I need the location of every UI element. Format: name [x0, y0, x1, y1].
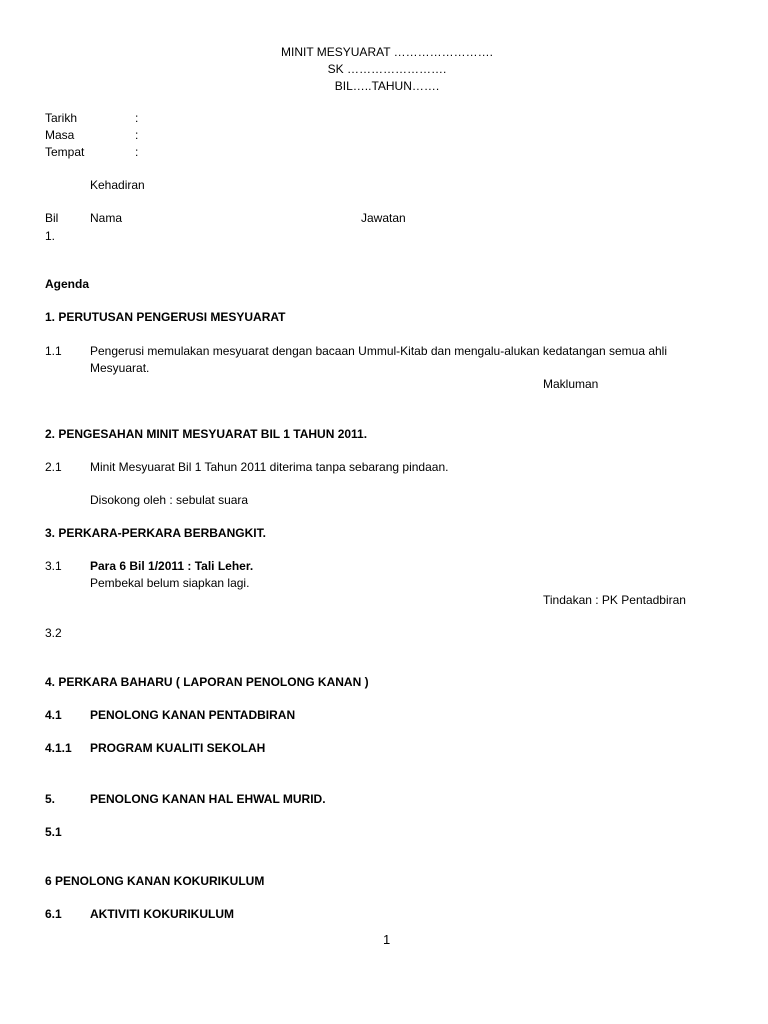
section5-number: 5. [45, 792, 56, 806]
attendance-row1-no: 1. [45, 229, 56, 243]
item-2-1-seconded: Disokong oleh : sebulat suara [90, 493, 249, 507]
attendance-col-name: Nama [90, 211, 123, 225]
item-2-1-text: Minit Mesyuarat Bil 1 Tahun 2011 diterima tanpa sebarang pindaan. [90, 460, 449, 474]
item-4-1-1-number: 4.1.1 [45, 741, 72, 755]
item-4-1-1-title: PROGRAM KUALITI SEKOLAH [90, 741, 266, 755]
item-1-1-number: 1.1 [45, 344, 62, 358]
item-3-1-text: Pembekal belum siapkan lagi. [90, 576, 250, 590]
item-2-1-number: 2.1 [45, 460, 62, 474]
item-3-1-title: Para 6 Bil 1/2011 : Tali Leher. [90, 559, 254, 573]
section6-title: 6 PENOLONG KANAN KOKURIKULUM [45, 874, 265, 888]
place-label: Tempat [45, 145, 85, 159]
item-4-1-title: PENOLONG KANAN PENTADBIRAN [90, 708, 296, 722]
attendance-col-position: Jawatan [361, 211, 406, 225]
section4-title: 4. PERKARA BAHARU ( LAPORAN PENOLONG KANAN ) [45, 675, 369, 689]
item-1-1-note: Makluman [543, 377, 599, 391]
agenda-heading: Agenda [45, 277, 90, 291]
attendance-col-no: Bil [45, 211, 59, 225]
time-colon: : [135, 128, 139, 142]
section5-title: PENOLONG KANAN HAL EHWAL MURID. [90, 792, 326, 806]
section1-title: 1. PERUTUSAN PENGERUSI MESYUARAT [45, 310, 286, 324]
time-label: Masa [45, 128, 75, 142]
attendance-heading: Kehadiran [90, 178, 145, 192]
item-6-1-number: 6.1 [45, 907, 62, 921]
section2-title: 2. PENGESAHAN MINIT MESYUARAT BIL 1 TAHUN 2011. [45, 427, 368, 441]
item-5-1-number: 5.1 [45, 825, 62, 839]
doc-title-line1: MINIT MESYUARAT ……………………. [280, 45, 493, 59]
item-3-2-number: 3.2 [45, 626, 62, 640]
item-1-1-text-line2: Mesyuarat. [90, 361, 150, 375]
doc-title-line2: SK ……………………. [327, 62, 447, 76]
place-colon: : [135, 145, 139, 159]
date-colon: : [135, 111, 139, 125]
item-3-1-action: Tindakan : PK Pentadbiran [543, 593, 686, 607]
item-4-1-number: 4.1 [45, 708, 62, 722]
item-6-1-title: AKTIVITI KOKURIKULUM [90, 907, 234, 921]
item-1-1-text-line1: Pengerusi memulakan mesyuarat dengan bacaan Ummul-Kitab dan mengalu-alukan kedatangan semua ahli [90, 344, 668, 358]
item-3-1-number: 3.1 [45, 559, 62, 573]
doc-title-line3: BIL…..TAHUN……. [334, 79, 440, 93]
date-label: Tarikh [45, 111, 78, 125]
page-number: 1 [383, 932, 391, 947]
section3-title: 3. PERKARA-PERKARA BERBANGKIT. [45, 526, 266, 540]
